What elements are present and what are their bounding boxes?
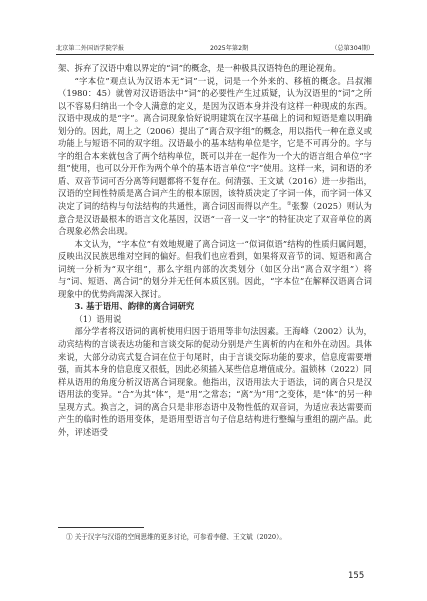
footnote: [66, 533, 366, 542]
issue-label: 2025年第2期: [210, 45, 249, 52]
paragraph-zi-benwei-tail: 张黎（2025）则认为意合是汉语最根本的语言文化基因，汉语“一音一义一字”的特征决定了双音单位的离合现象必然会出现。: [58, 201, 372, 237]
paragraph-zi-benwei-text: “字本位”观点认为汉语本无“词”一说，词是一个外来的、移植的概念。吕叔湘（1980：45）就曾对汉语语法中“词”的必要性产生过质疑，认为汉语里的“词”之所以不容易归纳出一个令人满意的定义，是因为汉语本身并没有这样一种现成的东西。汉语中现成的是“字”。离合词现象恰好说明建筑在汉字基础上的词和短语是难以明确划分的。因此，周上之（2006）提出了“离合双字组”的概念，用以指代一种在意义或功能上与短语不同的双字组。汉语最小的基本结构单位是字，它是不可再分的。字与字的组合本来就包含了两个结构单位，既可以并在一起作为一个大的语言组合单位“字组”使用，也可以分开作为两个单个的基本语言单位“字”使用。这样一来，词和语的矛盾、双音节词可否分离等问题都将不复存在。何清强、王文斌（2016）进一步指出，汉语的空间性特质是离合词产生的根本原因，该特质决定了字词一体，而字词一体又决定了词的结构与句法结构的共通性，离合词因而得以产生。: [58, 75, 372, 212]
running-header: [56, 43, 374, 55]
footnote-divider: [58, 527, 144, 528]
page-number: 155: [348, 571, 365, 581]
footnote-text: 关于汉字与汉语的空间思维的更多讨论，可参看李健、王文斌（2020）。: [74, 533, 286, 541]
subsection-heading: （1）语用说: [74, 313, 122, 324]
footnote-reference[interactable]: ①: [286, 201, 292, 208]
journal-name: 北京第二外国语学院学报: [56, 45, 125, 52]
body-text: [58, 62, 372, 438]
paragraph-author-view: 本文认为，“字本位”有效地规避了离合词这一“似词似语”结构的性质归属问题，反映出汉民族思维对空间的偏好。但我们也应看到，如果将双音节的词、短语和离合词统一分析为“双字组”，那么字组内部的次类划分（如区分出“离合双字组”）将与“词、短语、离合词”的划分并无任何本质区别。因此，“字本位”在解释汉语离合词现象中的优势尚需深入探讨。: [58, 238, 372, 299]
section-heading: 3. 基于语用、韵律的离合词研究: [74, 301, 195, 312]
total-issue-label: （总第304期）: [331, 45, 374, 52]
paragraph-zi-benwei: [58, 75, 372, 238]
footnote-marker: ①: [66, 533, 73, 541]
paragraph-pragmatics: 部分学者将汉语词的离析使用归因于语用等非句法因素。王海峰（2002）认为，动宾结构的言谈表达功能和言谈交际的促动分别是产生离析的内在和外在动因。具体来说，大部分动宾式复合词在位于句尾时，由于言谈交际功能的要求，信息度需要增强，而其本身的信息度又很低，因此必须插入某些信息增值成分。温锁林（2022）同样从语用的角度分析汉语离合词现象。他指出，汉语用法大于语法，词的离合只是汉语用法的变异。“合”为其“体”，是“用”之常态；“离”为“用”之变体，是“体”的另一种呈现方式。换言之，词的离合只是非形态语中及物性低的双音词，为适应表达需要而产生的临时性的语用变体，是语用型语言句子信息结构进行整编与重组的副产品。此外，评述语受: [58, 326, 372, 437]
paragraph-continuation: 架、拆弃了汉语中难以界定的“词”的概念，是一种极具汉语特色的理论视角。: [58, 63, 341, 73]
